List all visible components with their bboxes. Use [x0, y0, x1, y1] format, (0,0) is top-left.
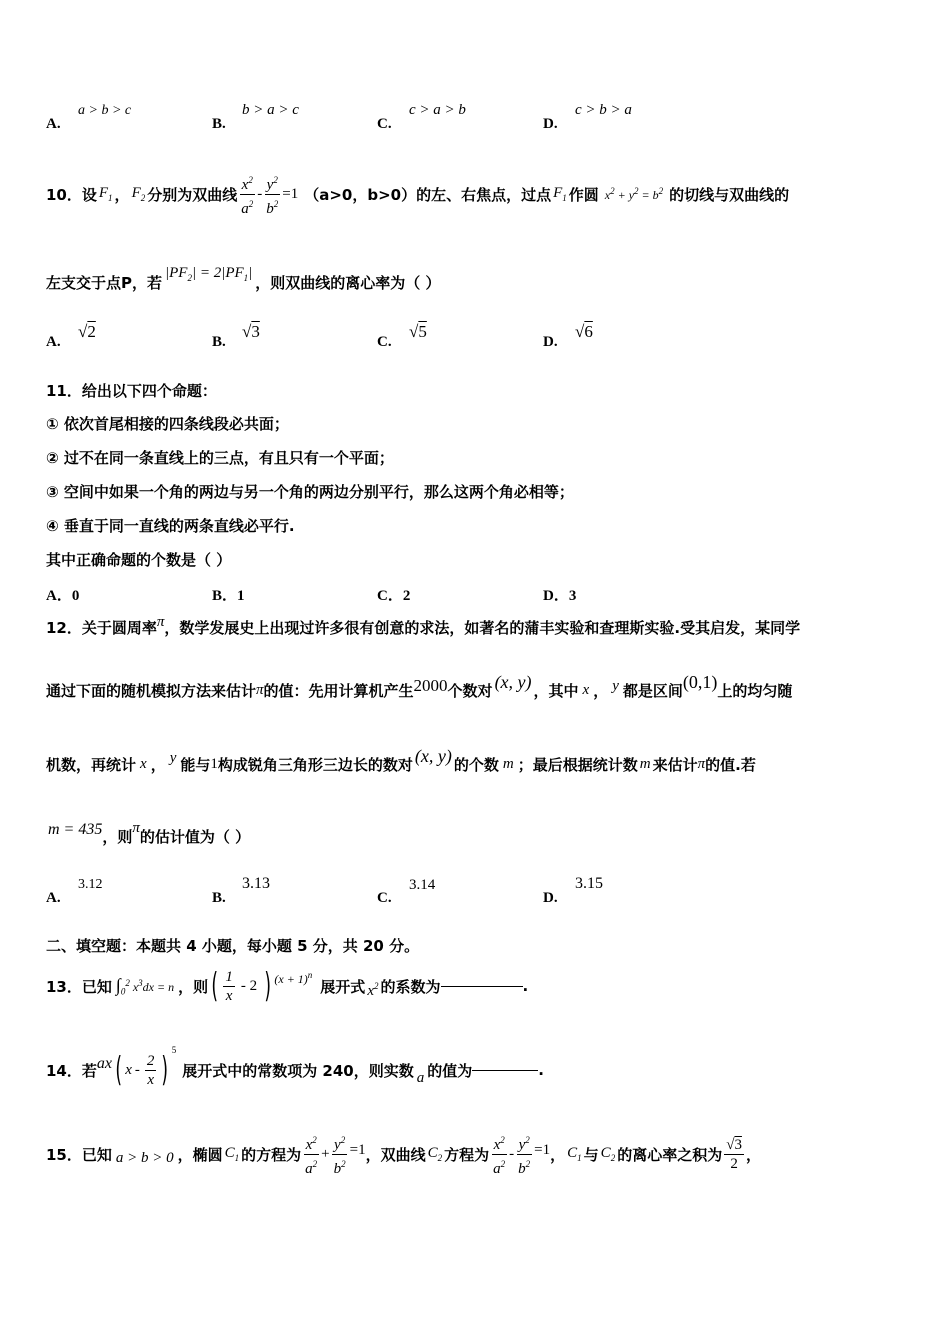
pf-ratio: $|PF_2| = 2|PF_1|$: [165, 265, 253, 283]
q10-condition: （a>0，b>0）的左、右焦点，过点: [304, 185, 552, 204]
pi-symbol: π: [697, 755, 706, 772]
q14-end: .: [538, 1061, 544, 1079]
circle-equation: $x^2 + y^2 = b^2$: [604, 185, 664, 202]
q10-option-c-letter: C.: [377, 334, 392, 350]
q10-option-d-value: √6: [575, 322, 593, 341]
q10-text2: 作圆: [568, 185, 599, 204]
pi-symbol: π: [156, 613, 165, 630]
q12-option-a-letter: A.: [46, 890, 61, 906]
equals-one: =1: [349, 1141, 366, 1158]
minus-sign: -: [257, 185, 263, 202]
pi-symbol: π: [132, 819, 140, 836]
q12-line3f: 来估计: [652, 755, 698, 774]
q13-b: ，则: [178, 977, 209, 996]
plus-sign: +: [321, 1145, 330, 1162]
minus-sign: -: [509, 1145, 515, 1162]
q9-option-c-value: c > a > b: [409, 102, 466, 118]
q12-line2c: 个数对: [447, 681, 493, 700]
q14-answer-blank[interactable]: [472, 1070, 538, 1071]
y-symbol: y: [612, 677, 619, 694]
q9-option-b-letter: B.: [212, 116, 226, 132]
q14-line: [46, 1042, 920, 1098]
q12-line2: 通过下面的随机模拟方法来估计 π 的值：先用计算机产生 2000 个数对 (x, y) ，其中 x ， y 都是区间 (0,1) 上的均匀随: [46, 671, 793, 700]
q10-option-b-letter: B.: [212, 334, 226, 350]
hyperbola-fraction-y: $\frac{y^2}{b^2}$: [264, 171, 280, 218]
q11-option-a: A．0: [46, 588, 80, 604]
q12-option-d-value: 3.15: [575, 875, 603, 892]
m-symbol: m: [639, 755, 651, 772]
q12-line3g: 的值.若: [705, 755, 756, 774]
y-symbol: y: [169, 749, 177, 766]
f1-symbol: $F_1$: [553, 185, 567, 203]
q11-question: 其中正确命题的个数是（ ）: [46, 551, 232, 569]
q11-item-4: ④ 垂直于同一直线的两条直线必平行.: [46, 517, 295, 535]
q12-line1: [46, 612, 920, 642]
q9-option-d-letter: D.: [543, 116, 558, 132]
q10-option-a-value: √2: [78, 322, 96, 341]
q15-end: ，: [745, 1145, 761, 1164]
integral-expression: $\int_0^2$ $x^3dx = n$: [115, 975, 175, 997]
minus-two: - 2: [240, 977, 258, 994]
q12-line3: 机数，再统计 x ， y 能与 1 构成锐角三角形三边长的数对 (x, y) 的个数 m ；最后根据统计数 m 来估计 π 的值.若: [46, 745, 756, 774]
q12-line3e: ；最后根据统计数: [517, 755, 638, 774]
q11-item-2: ② 过不在同一条直线上的三点，有且只有一个平面；: [46, 449, 394, 467]
q10-line2b: P，若: [121, 273, 163, 292]
q15-line: [46, 1126, 920, 1182]
q10-option-c-value: √5: [409, 322, 427, 341]
q12-line3c: 构成锐角三角形三边长的数对: [217, 755, 413, 774]
q12-line4: [46, 818, 920, 854]
ax-term: ax: [96, 1055, 112, 1072]
ellipse-fraction-x: $\frac{x^2}{a^2}$: [303, 1131, 319, 1178]
q11-item-3: ③ 空间中如果一个角的两边与另一个角的两边分别平行，那么这两个角必相等；: [46, 483, 574, 501]
q12-line4b: 的估计值为（ ）: [139, 827, 251, 846]
pair-xy: (x, y): [494, 671, 532, 692]
q10-option-a-letter: A.: [46, 334, 61, 350]
q12-line1a: 12．关于圆周率: [46, 618, 157, 637]
equals-one: =1: [282, 185, 299, 202]
q13-c: 展开式: [320, 977, 366, 996]
ellipse-fraction-y: $\frac{y^2}{b^2}$: [332, 1131, 348, 1178]
c1-symbol: $C_1$: [567, 1145, 582, 1163]
q15-e: 方程为: [444, 1145, 490, 1164]
q9-option-c-letter: C.: [377, 116, 392, 132]
q13-a: 13．已知: [46, 977, 112, 996]
count-2000: 2000: [413, 676, 448, 695]
q12-option-b-letter: B.: [212, 890, 226, 906]
q10-text3: 的切线与双曲线的: [669, 185, 790, 204]
condition-a-b: a > b > 0: [115, 1149, 174, 1166]
interval-0-1: (0,1): [682, 671, 718, 692]
q14-c: 的值为: [427, 1061, 473, 1080]
q12-option-a-value: 3.12: [78, 877, 103, 892]
c2-symbol: $C_2$: [427, 1145, 443, 1163]
q10-number: 10．设: [46, 185, 97, 204]
q11-option-b: B．1: [212, 588, 245, 604]
q12-line3a: 机数，再统计: [46, 755, 137, 774]
pi-symbol: π: [256, 681, 264, 698]
q12-line1b: ，数学发展史上出现过许多很有创意的求法，如著名的蒲丰实验和查理斯实验.受其启发，某同学: [164, 618, 801, 637]
q15-b: ，椭圆: [177, 1145, 223, 1164]
q12-option-b-value: 3.13: [242, 875, 270, 892]
q9-option-d-value: c > b > a: [575, 102, 632, 118]
q9-option-b-value: b > a > c: [242, 102, 299, 118]
q10-line1: 10．设 $F_1$ ， $F_2$ 分别为双曲线 $\frac{x^2}{a^2}$ - $\frac{y^2}{b^2}$ =1 （a>0，b>0）的左、右焦点，过点 $F_1$ 作圆 $x^2 + y^2 = b^2$ 的切线与双曲线的: [46, 164, 920, 224]
f2-symbol: $F_2$: [131, 185, 146, 203]
c1-symbol: $C_1$: [224, 1145, 240, 1163]
q11-option-c: C．2: [377, 588, 411, 604]
q12-line2f: 上的均匀随: [717, 681, 793, 700]
q12-line2b: 的值：先用计算机产生: [263, 681, 414, 700]
q15-a: 15．已知: [46, 1145, 112, 1164]
q12-line2a: 通过下面的随机模拟方法来估计: [46, 681, 257, 700]
q10-option-b-value: √3: [242, 322, 260, 341]
f1-symbol: $F_1$: [98, 185, 113, 203]
q10-line2a: 左支交于点: [46, 273, 122, 292]
x-symbol: x: [582, 681, 590, 698]
q9-option-a-value: a > b > c: [78, 103, 132, 118]
m-symbol: m: [502, 755, 514, 772]
section-2-title: 二、填空题：本题共 4 小题，每小题 5 分，共 20 分。: [46, 937, 420, 955]
q11-item-1: ① 依次首尾相接的四条线段必共面；: [46, 415, 289, 433]
fraction-sqrt3-over-2: $\frac{√3}{2}$: [726, 1136, 742, 1172]
a-symbol: a: [416, 1069, 425, 1086]
m-value: m = 435: [48, 821, 103, 838]
x-squared: $x^2$: [367, 980, 379, 999]
fraction-1-over-x: $\frac{1}{x}$: [225, 968, 233, 1004]
paren-right: ): [161, 1050, 169, 1090]
q15-c: 的方程为: [241, 1145, 302, 1164]
equals-one: =1: [534, 1141, 551, 1158]
q12-option-c-letter: C.: [377, 890, 392, 906]
q13-end: .: [522, 977, 529, 995]
q12-line2e: 都是区间: [622, 681, 683, 700]
x-term: x: [125, 1061, 132, 1078]
paren-right: ): [264, 966, 272, 1006]
q14-a: 14．若: [46, 1061, 97, 1080]
c2-symbol: $C_2$: [600, 1145, 616, 1163]
paren-left: (: [211, 966, 219, 1006]
q12-option-c-value: 3.14: [409, 877, 436, 893]
q15-h: 的离心率之积为: [617, 1145, 723, 1164]
paren-left: (: [115, 1050, 122, 1090]
q10-line2: [46, 262, 920, 302]
q11-stem: 11．给出以下四个命题：: [46, 382, 217, 400]
q15-d: ，双曲线: [365, 1145, 426, 1164]
q12-line2d: ，其中: [533, 681, 579, 700]
q13-d: 的系数为: [380, 977, 441, 996]
hyperbola2-fraction-y: $\frac{y^2}{b^2}$: [516, 1131, 532, 1178]
q10-text1: 分别为双曲线: [147, 185, 238, 204]
q13-answer-blank[interactable]: [441, 986, 523, 987]
power-5: 5: [171, 1045, 177, 1055]
x-symbol: x: [140, 755, 147, 772]
q15-g: 与: [583, 1145, 599, 1164]
number-one: 1: [210, 755, 218, 772]
q12-option-d-letter: D.: [543, 890, 558, 906]
q9-option-a-letter: A.: [46, 116, 61, 132]
q14-b: 展开式中的常数项为 240，则实数: [182, 1061, 414, 1080]
minus-sign: -: [134, 1061, 140, 1078]
hyperbola-fraction-x: $\frac{x^2}{a^2}$: [239, 171, 255, 218]
q15-f: ，: [550, 1145, 566, 1164]
q12-line4a: ，则: [102, 827, 133, 846]
hyperbola2-fraction-x: $\frac{x^2}{a^2}$: [491, 1131, 507, 1178]
binomial-power: $(x + 1)^n$: [274, 969, 313, 986]
q10-line2c: ，则双曲线的离心率为（ ）: [255, 273, 441, 292]
fraction-2-over-x: $\frac{2}{x}$: [146, 1052, 155, 1088]
q13-line: [46, 960, 920, 1012]
q12-line3b: 能与: [180, 755, 211, 774]
q11-option-d: D．3: [543, 588, 577, 604]
q12-line3d: 的个数: [453, 755, 499, 774]
pair-xy: (x, y): [414, 745, 452, 766]
q10-option-d-letter: D.: [543, 334, 558, 350]
